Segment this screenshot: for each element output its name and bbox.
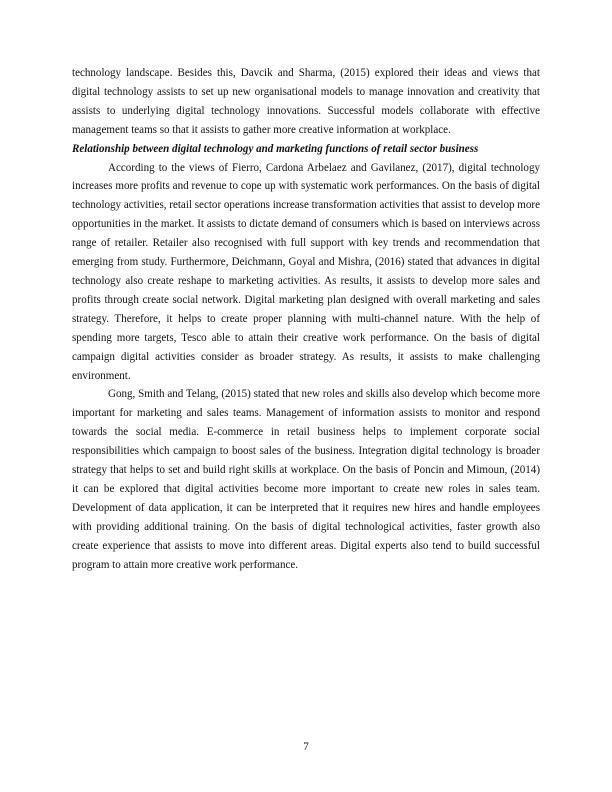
page-content xyxy=(72,64,540,574)
body-paragraph: Gong, Smith and Telang, (2015) stated that new roles and skills also develop which become more important for marketing and sales teams. Management of information assists to monitor and respond towards the social media. E-commerce in retail business helps to implement corporate social responsibilities which campaign to boost sales of the business. Integration digital technology is broader strategy that helps to set and build right skills at workplace. On the basis of Poncin and Mimoun, (2014) it can be explored that digital activities become more important to create new roles in sales team. Development of data application, it can be interpreted that it requires new hires and handle employees with providing additional training. On the basis of digital technological activities, faster growth also create experience that assists to move into different areas. Digital experts also tend to build successful program to attain more creative work performance. xyxy=(72,388,540,571)
body-paragraph: According to the views of Fierro, Cardona Arbelaez and Gavilanez, (2017), digital technology increases more profits and revenue to cope up with systematic work performances. On the basis of digital technology activities, retail sector operations increase transformation activities that assist to develop more opportunities in the market. It assists to dictate demand of consumers which is based on interviews across range of retailer. Retailer also recognised with full support with key trends and recommendation that emerging from study. Furthermore, Deichmann, Goyal and Mishra, (2016) stated that advances in digital technology also create reshape to marketing activities. As results, it assists to develop more sales and profits through create social network. Digital marketing plan designed with overall marketing and sales strategy. Therefore, it helps to create proper planning with multi-channel nature. With the help of spending more targets, Tesco able to attain their creative work performance. On the basis of digital campaign digital activities consider as broader strategy. As results, it assists to make challenging environment. xyxy=(72,161,540,382)
section-heading: Relationship between digital technology and marketing functions of retail sector business xyxy=(72,142,479,155)
page-number: 7 xyxy=(303,741,309,753)
body-paragraph: technology landscape. Besides this, Davcik and Sharma, (2015) explored their ideas and views that digital technology assists to set up new organisational models to manage innovation and creativity that assists to underlying digital technology innovations. Successful models collaborate with effective management teams so that it assists to gather more creative information at workplace. xyxy=(72,67,540,136)
